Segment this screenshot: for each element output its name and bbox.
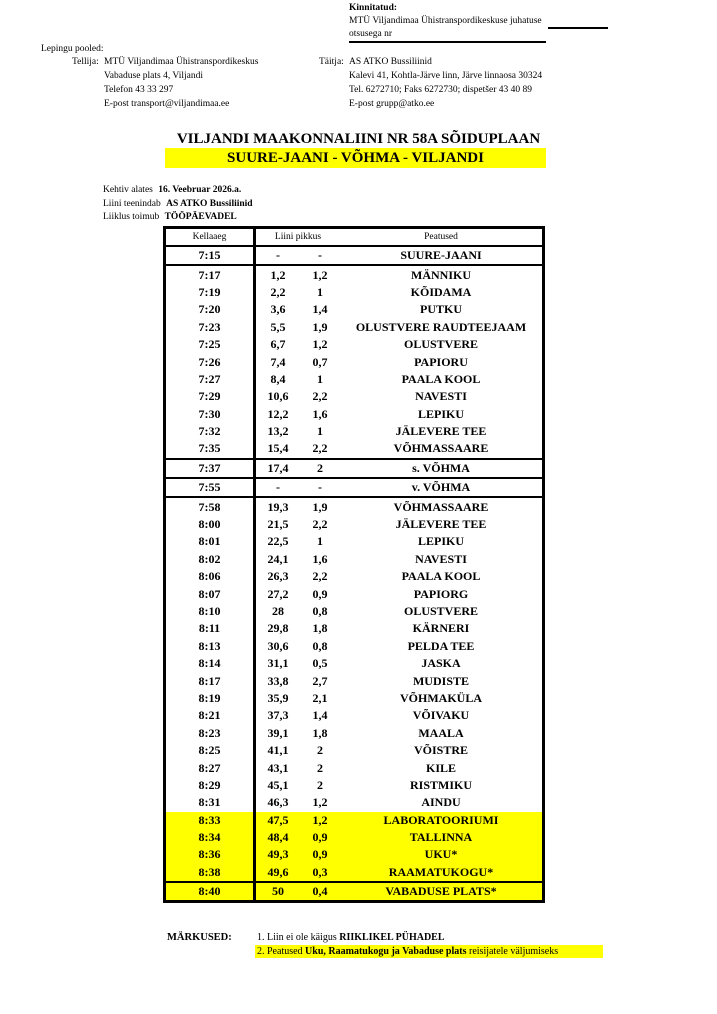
cell-segment-km: - xyxy=(318,248,322,263)
cell-time: 8:27 xyxy=(166,759,256,776)
cell-segment-km: 0,5 xyxy=(312,656,328,671)
cell-time: 7:23 xyxy=(166,319,256,336)
cell-stop-name: LEPIKU xyxy=(417,534,464,549)
cell-time: 8:21 xyxy=(166,707,256,724)
cell-stop-name: NAVESTI xyxy=(415,551,467,566)
table-row xyxy=(166,742,542,759)
cell-stop-name: VABADUSE PLATS* xyxy=(385,884,497,899)
table-row xyxy=(166,460,542,479)
cell-segment-km: 0,9 xyxy=(312,847,328,862)
table-row xyxy=(166,498,542,515)
table-row xyxy=(166,690,542,707)
cell-time: 7:17 xyxy=(166,266,256,283)
cell-segment-km: 1,9 xyxy=(312,499,328,514)
cell-segment-km: 0,3 xyxy=(312,864,328,879)
operating-days-label: Liiklus toimub xyxy=(103,212,160,222)
table-row xyxy=(166,336,542,353)
cell-stop-name: MAALA xyxy=(418,725,464,740)
table-row xyxy=(166,533,542,550)
client-label: Tellija: xyxy=(72,57,99,67)
cell-stop-name: VÕIVAKU xyxy=(412,708,470,723)
cell-stop-name: NAVESTI xyxy=(415,389,467,404)
table-row xyxy=(166,655,542,672)
note-2-bold: Uku, Raamatukogu ja Vabaduse plats xyxy=(305,946,467,957)
signature-line xyxy=(548,27,608,29)
table-row xyxy=(166,479,542,498)
cell-stop-name: MÄNNIKU xyxy=(411,267,471,282)
cell-segment-km: 0,8 xyxy=(312,638,328,653)
cell-segment-km: 2 xyxy=(317,743,323,758)
cell-time: 8:06 xyxy=(166,568,256,585)
cell-time: 7:25 xyxy=(166,336,256,353)
header-length: Liini pikkus xyxy=(274,232,322,242)
cell-stop-name: OLUSTVERE xyxy=(403,337,479,352)
cell-total-km: 43,1 xyxy=(267,760,289,775)
cell-time: 8:17 xyxy=(166,672,256,689)
cell-time: 8:38 xyxy=(166,864,256,881)
contractor-phone: Tel. 6272710; Faks 6272730; dispetšer 43 40 89 xyxy=(349,85,532,95)
cell-total-km: 35,9 xyxy=(267,690,289,705)
cell-stop-name: PAALA KOOL xyxy=(401,371,481,386)
table-row xyxy=(166,353,542,370)
table-row xyxy=(166,829,542,846)
cell-total-km: 7,4 xyxy=(270,354,286,369)
cell-stop-name: MUDISTE xyxy=(412,673,469,688)
cell-segment-km: 2,2 xyxy=(312,389,328,404)
cell-total-km: 29,8 xyxy=(267,621,289,636)
operator-label: Liini teenindab xyxy=(103,199,161,209)
cell-total-km: 45,1 xyxy=(267,777,289,792)
cell-segment-km: 1,4 xyxy=(312,302,328,317)
client-email: E-post transport@viljandimaa.ee xyxy=(104,99,230,109)
cell-segment-km: 1,2 xyxy=(312,267,328,282)
cell-time: 7:15 xyxy=(166,247,256,264)
client-address: Vabaduse plats 4, Viljandi xyxy=(104,71,203,81)
table-row xyxy=(166,247,542,266)
operator xyxy=(103,199,253,209)
cell-stop-name: VÕHMASSAARE xyxy=(393,499,489,514)
cell-time: 8:29 xyxy=(166,777,256,794)
cell-total-km: 31,1 xyxy=(267,656,289,671)
route-subtitle: SUURE-JAANI - VÕHMA - VILJANDI xyxy=(165,148,546,168)
cell-stop-name: s. VÕHMA xyxy=(412,460,470,475)
header-stops: Peatused xyxy=(424,232,458,242)
cell-stop-name: PAPIORU xyxy=(414,354,468,369)
cell-total-km: - xyxy=(276,248,280,263)
notes-label: MÄRKUSED: xyxy=(167,932,232,943)
operator-value: AS ATKO Bussiliinid xyxy=(166,199,253,209)
cell-total-km: 6,7 xyxy=(270,337,286,352)
cell-segment-km: 0,8 xyxy=(312,604,328,618)
cell-total-km: 1,2 xyxy=(270,267,286,282)
cell-stop-name: PAALA KOOL xyxy=(401,569,481,584)
cell-segment-km: 1,2 xyxy=(312,337,328,352)
header-time: Kellaaeg xyxy=(166,229,256,245)
table-row xyxy=(166,516,542,533)
cell-total-km: 3,6 xyxy=(270,302,286,317)
cell-total-km: 21,5 xyxy=(267,517,289,532)
cell-segment-km: 1 xyxy=(317,284,323,299)
cell-stop-name: PELDA TEE xyxy=(407,638,475,653)
cell-total-km: 49,3 xyxy=(267,847,289,862)
cell-time: 8:23 xyxy=(166,725,256,742)
cell-stop-name: AINDU xyxy=(421,795,461,810)
cell-time: 8:19 xyxy=(166,690,256,707)
cell-total-km: 47,5 xyxy=(267,812,289,827)
cell-stop-name: VÕISTRE xyxy=(413,743,469,758)
cell-total-km: 30,6 xyxy=(267,638,289,653)
operating-days-value: TÖÖPÄEVADEL xyxy=(164,212,237,222)
table-row xyxy=(166,883,542,900)
timetable-header xyxy=(166,229,542,247)
table-row xyxy=(166,777,542,794)
cell-total-km: 17,4 xyxy=(267,460,289,475)
table-row xyxy=(166,794,542,811)
cell-stop-name: LEPIKU xyxy=(417,406,464,421)
cell-segment-km: 1,8 xyxy=(312,621,328,636)
cell-segment-km: 1,2 xyxy=(312,812,328,827)
decision-number-line xyxy=(349,41,546,43)
table-row xyxy=(166,812,542,829)
cell-time: 7:29 xyxy=(166,388,256,405)
table-row xyxy=(166,846,542,863)
cell-segment-km: 1,2 xyxy=(312,795,328,810)
cell-total-km: 28 xyxy=(272,604,284,618)
cell-total-km: 46,3 xyxy=(267,795,289,810)
cell-segment-km: 1,9 xyxy=(312,319,328,334)
note-2-suffix: reisijatele väljumiseks xyxy=(469,946,559,957)
cell-total-km: 50 xyxy=(272,884,284,899)
cell-stop-name: SUURE-JAANI xyxy=(400,248,482,263)
cell-segment-km: 0,9 xyxy=(312,586,328,601)
timetable-body xyxy=(166,247,542,900)
cell-total-km: 41,1 xyxy=(267,743,289,758)
cell-time: 8:25 xyxy=(166,742,256,759)
cell-segment-km: 1,4 xyxy=(312,708,328,723)
cell-segment-km: 1 xyxy=(317,371,323,386)
cell-stop-name: RAAMATUKOGU* xyxy=(388,864,494,879)
table-row xyxy=(166,440,542,459)
cell-total-km: 48,4 xyxy=(267,830,289,845)
cell-time: 7:26 xyxy=(166,353,256,370)
cell-segment-km: 2 xyxy=(317,777,323,792)
cell-total-km: 22,5 xyxy=(267,534,289,549)
cell-stop-name: PAPIORG xyxy=(413,586,469,601)
cell-total-km: 49,6 xyxy=(267,864,289,879)
cell-time: 7:55 xyxy=(166,479,256,496)
cell-stop-name: OLUSTVERE RAUDTEEJAAM xyxy=(355,319,527,334)
table-row xyxy=(166,551,542,568)
table-row xyxy=(166,725,542,742)
cell-time: 8:36 xyxy=(166,846,256,863)
table-row xyxy=(166,371,542,388)
cell-stop-name: KILE xyxy=(425,760,456,775)
note-1-bold: RIIKLIKEL PÜHADEL xyxy=(339,932,445,943)
cell-time: 7:58 xyxy=(166,498,256,515)
cell-stop-name: LABORATOORIUMI xyxy=(383,812,499,827)
cell-total-km: 10,6 xyxy=(267,389,289,404)
cell-time: 8:13 xyxy=(166,638,256,655)
cell-stop-name: UKU* xyxy=(424,847,458,862)
cell-stop-name: PUTKU xyxy=(420,302,462,317)
cell-total-km: 15,4 xyxy=(267,441,289,456)
cell-total-km: 2,2 xyxy=(270,284,286,299)
cell-time: 7:35 xyxy=(166,440,256,457)
operating-days xyxy=(103,212,237,222)
cell-total-km: 39,1 xyxy=(267,725,289,740)
cell-segment-km: 1 xyxy=(317,424,323,439)
note-1 xyxy=(257,932,445,943)
cell-stop-name: KÄRNERI xyxy=(412,621,470,636)
table-row xyxy=(166,284,542,301)
cell-stop-name: VÕHMASSAARE xyxy=(393,441,489,456)
cell-total-km: 27,2 xyxy=(267,586,289,601)
cell-segment-km: 0,4 xyxy=(312,884,328,899)
client-phone: Telefon 43 33 297 xyxy=(104,85,174,95)
cell-segment-km: 2,2 xyxy=(312,569,328,584)
cell-stop-name: TALLINNA xyxy=(409,830,473,845)
valid-from-value: 16. Veebruar 2026.a. xyxy=(158,185,242,195)
table-row xyxy=(166,707,542,724)
cell-total-km: 5,5 xyxy=(270,319,286,334)
approval-heading: Kinnitatud: xyxy=(349,3,398,13)
cell-time: 8:02 xyxy=(166,551,256,568)
cell-total-km: 33,8 xyxy=(267,673,289,688)
cell-total-km: 24,1 xyxy=(267,551,289,566)
note-2-text: 2. Peatused xyxy=(257,946,303,957)
cell-total-km: 26,3 xyxy=(267,569,289,584)
cell-segment-km: 1,6 xyxy=(312,406,328,421)
approval-line2: otsusega nr xyxy=(349,29,393,39)
contractor-email: E-post grupp@atko.ee xyxy=(349,99,435,109)
cell-total-km: 19,3 xyxy=(267,499,289,514)
table-row xyxy=(166,423,542,440)
cell-time: 7:19 xyxy=(166,284,256,301)
cell-time: 8:31 xyxy=(166,794,256,811)
cell-time: 8:00 xyxy=(166,516,256,533)
table-row xyxy=(166,388,542,405)
cell-segment-km: 1,8 xyxy=(312,725,328,740)
table-row xyxy=(166,672,542,689)
cell-total-km: 37,3 xyxy=(267,708,289,723)
table-row xyxy=(166,319,542,336)
cell-stop-name: VÕHMAKÜLA xyxy=(400,690,482,705)
cell-time: 8:40 xyxy=(166,883,256,900)
table-row xyxy=(166,620,542,637)
cell-time: 7:30 xyxy=(166,406,256,423)
client-name: MTÜ Viljandimaa Ühistranspordikeskus xyxy=(104,57,259,67)
cell-time: 8:07 xyxy=(166,585,256,602)
table-row xyxy=(166,638,542,655)
table-row xyxy=(166,266,542,283)
cell-stop-name: JÄLEVERE TEE xyxy=(395,517,487,532)
cell-segment-km: 2,2 xyxy=(312,441,328,456)
cell-segment-km: 0,7 xyxy=(312,354,328,369)
cell-stop-name: JÄLEVERE TEE xyxy=(395,424,487,439)
page-title: VILJANDI MAAKONNALIINI NR 58A SÕIDUPLAAN xyxy=(176,131,541,147)
cell-stop-name: KÕIDAMA xyxy=(410,284,472,299)
cell-total-km: - xyxy=(276,480,280,495)
cell-time: 8:14 xyxy=(166,655,256,672)
cell-time: 8:34 xyxy=(166,829,256,846)
cell-segment-km: - xyxy=(318,480,322,495)
table-row xyxy=(166,301,542,318)
parties-label: Lepingu pooled: xyxy=(41,44,104,54)
approval-line1: MTÜ Viljandimaa Ühistranspordikeskuse juhatuse xyxy=(349,16,542,26)
cell-time: 7:37 xyxy=(166,460,256,477)
cell-time: 7:32 xyxy=(166,423,256,440)
cell-time: 7:27 xyxy=(166,371,256,388)
cell-time: 8:11 xyxy=(166,620,256,637)
cell-segment-km: 2 xyxy=(317,460,323,475)
cell-time: 8:10 xyxy=(166,603,256,620)
table-row xyxy=(166,759,542,776)
cell-segment-km: 2,7 xyxy=(312,673,328,688)
timetable xyxy=(163,226,545,903)
cell-time: 8:01 xyxy=(166,533,256,550)
table-row xyxy=(166,864,542,883)
cell-stop-name: RISTMIKU xyxy=(409,777,472,792)
cell-segment-km: 2,1 xyxy=(312,690,328,705)
cell-stop-name: OLUSTVERE xyxy=(403,604,479,618)
cell-total-km: 8,4 xyxy=(270,371,286,386)
cell-time: 7:20 xyxy=(166,301,256,318)
cell-segment-km: 1 xyxy=(317,534,323,549)
contractor-address: Kalevi 41, Kohtla-Järve linn, Järve linnaosa 30324 xyxy=(349,71,543,81)
cell-segment-km: 2,2 xyxy=(312,517,328,532)
table-row xyxy=(166,585,542,602)
valid-from-label: Kehtiv alates xyxy=(103,185,153,195)
table-row xyxy=(166,603,542,620)
cell-stop-name: v. VÕHMA xyxy=(411,480,471,495)
table-row xyxy=(166,406,542,423)
cell-total-km: 12,2 xyxy=(267,406,289,421)
note-2 xyxy=(255,945,603,958)
valid-from xyxy=(103,185,241,195)
cell-segment-km: 1,6 xyxy=(312,551,328,566)
note-1-text: 1. Liin ei ole käigus xyxy=(257,932,337,943)
cell-segment-km: 2 xyxy=(317,760,323,775)
cell-stop-name: JASKA xyxy=(421,656,461,671)
table-row xyxy=(166,568,542,585)
cell-total-km: 13,2 xyxy=(267,424,289,439)
cell-segment-km: 0,9 xyxy=(312,830,328,845)
contractor-label: Täitja: xyxy=(319,57,344,67)
contractor-name: AS ATKO Bussiliinid xyxy=(349,57,432,67)
cell-time: 8:33 xyxy=(166,812,256,829)
